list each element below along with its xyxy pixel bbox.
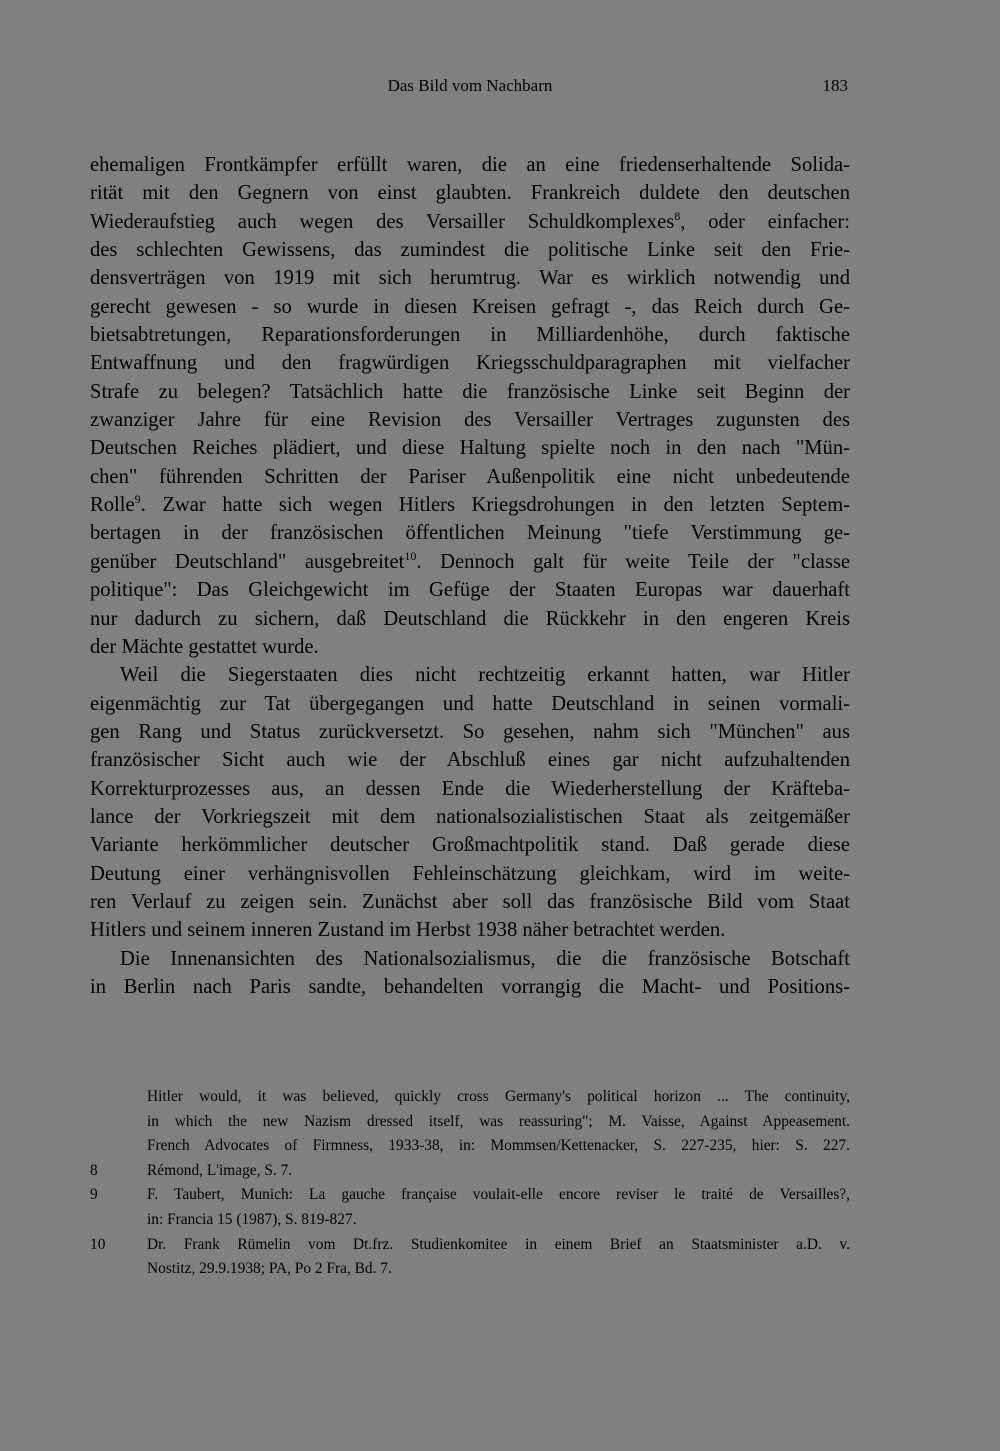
running-head (90, 76, 850, 104)
text-line-content: Deutschen Reiches plädiert, und diese Haltung spielte noch in den nach "Mün- (90, 437, 850, 460)
text-line-content: Strafe zu belegen? Tatsächlich hatte die französische Linke seit Beginn der (90, 380, 850, 403)
text-line (90, 519, 850, 547)
text-line-content: chen" führenden Schritten der Pariser Außenpolitik eine nicht unbedeutende (90, 465, 850, 488)
text-line-content: Wiederaufstieg auch wegen des Versailler Schuldkomplexes (90, 210, 675, 233)
text-line-content: densverträgen von 1919 mit sich herumtrug. War es wirklich notwendig und (90, 267, 850, 290)
text-line-content: Rolle (90, 494, 135, 517)
footnote-reference[interactable]: 8 (674, 208, 681, 223)
text-line (90, 434, 850, 462)
text-line-content: ehemaligen Frontkämpfer erfüllt waren, die an eine friedenserhaltende Solida- (90, 154, 850, 176)
footnote-line (90, 1208, 850, 1233)
text-line-content: gerecht gewesen - so wurde in diesen Kreisen gefragt -, das Reich durch Ge- (90, 295, 850, 318)
text-line (90, 633, 850, 661)
text-line (90, 236, 850, 264)
footnote-line (90, 1134, 850, 1159)
text-line-content: der Mächte gestattet wurde. (90, 635, 319, 658)
text-line-content: lance der Vorkriegszeit mit dem nationalsozialistischen Staat als zeitgemäßer (90, 805, 850, 828)
text-line (90, 548, 850, 576)
text-line (90, 321, 850, 349)
text-line-content: Korrekturprozesses aus, an dessen Ende die Wiederherstellung der Kräfteba- (90, 777, 850, 800)
text-line (90, 775, 850, 803)
text-line (90, 576, 850, 604)
footnote-line (90, 1159, 850, 1184)
text-line-continuation: . Dennoch galt für weite Teile der "classe (416, 550, 850, 573)
text-line-content: französischer Sicht auch wie der Abschluß eines gar nicht aufzuhaltenden (90, 749, 850, 772)
footnote-text: Nostitz, 29.9.1938; PA, Po 2 Fra, Bd. 7. (147, 1260, 392, 1278)
text-line-content: bietsabtretungen, Reparationsforderungen in Milliardenhöhe, durch faktische (90, 324, 850, 347)
footnote-text: French Advocates of Firmness, 1933-38, in: Mommsen/Kettenacker, S. 227-235, hier: S. 227. (147, 1137, 850, 1155)
body-text (90, 151, 850, 1001)
text-line (90, 860, 850, 888)
text-line-content: Die Innenansichten des Nationalsozialismus, die die französische Botschaft (120, 947, 850, 970)
running-title: Das Bild vom Nachbarn (387, 76, 553, 95)
text-line (90, 746, 850, 774)
page-number: 183 (822, 76, 848, 95)
text-line (90, 293, 850, 321)
footnote-line (90, 1110, 850, 1135)
text-line-content: eigenmächtig zur Tat übergegangen und hatte Deutschland in seinen vormali- (90, 692, 850, 715)
text-line (90, 406, 850, 434)
text-line-content: Hitlers und seinem inneren Zustand im Herbst 1938 näher betrachtet werden. (90, 919, 726, 942)
text-line-content: nur dadurch zu sichern, daß Deutschland die Rückkehr in den engeren Kreis (90, 607, 850, 630)
footnote-text: Rémond, L'image, S. 7. (147, 1161, 293, 1179)
text-line (90, 831, 850, 859)
footnote-reference[interactable]: 10 (404, 548, 417, 563)
text-line-content: Weil die Siegerstaaten dies nicht rechtzeitig erkannt hatten, war Hitler (120, 664, 850, 687)
text-line-continuation: . Zwar hatte sich wegen Hitlers Kriegsdrohungen in den letzten Septem- (140, 494, 850, 517)
text-line (90, 803, 850, 831)
footnote-text: in: Francia 15 (1987), S. 819-827. (147, 1210, 357, 1228)
text-line-content: Entwaffnung und den fragwürdigen Kriegsschuldparagraphen mit vielfacher (90, 352, 850, 375)
text-line (90, 179, 850, 207)
footnote-text: Dr. Frank Rümelin vom Dt.frz. Studienkomitee in einem Brief an Staatsminister a.D. v. (147, 1235, 850, 1253)
text-line-content: des schlechten Gewissens, das zumindest die politische Linke seit den Frie- (90, 239, 850, 262)
text-line-content: Deutung einer verhängnisvollen Fehleinschätzung gleichkam, wird im weite- (90, 862, 850, 885)
text-line-content: genüber Deutschland" ausgebreitet (90, 550, 405, 573)
text-line (90, 888, 850, 916)
text-line (90, 264, 850, 292)
footnote-reference[interactable]: 9 (134, 492, 141, 507)
footnote-line (90, 1257, 850, 1282)
text-line (90, 349, 850, 377)
text-line-content: Variante herkömmlicher deutscher Großmachtpolitik stand. Daß gerade diese (90, 834, 850, 857)
text-line (90, 378, 850, 406)
text-line (90, 690, 850, 718)
text-line (90, 718, 850, 746)
text-line (90, 605, 850, 633)
text-line (90, 973, 850, 1001)
footnote-line (90, 1085, 850, 1110)
text-line-content: zwanziger Jahre für eine Revision des Versailler Vertrages zugunsten des (90, 409, 850, 432)
footnote-number: 8 (90, 1161, 98, 1179)
text-line (90, 916, 850, 944)
text-line-content: ren Verlauf zu zeigen sein. Zunächst aber soll das französische Bild vom Staat (90, 890, 850, 913)
text-line (90, 945, 850, 973)
text-line-content: politique": Das Gleichgewicht im Gefüge der Staaten Europas war dauerhaft (90, 579, 850, 602)
footnote-text: F. Taubert, Munich: La gauche française voulait-elle encore reviser le traité de Versailles?, (147, 1186, 850, 1204)
footnote-number: 9 (90, 1186, 98, 1204)
footnote-line (90, 1233, 850, 1258)
text-line-content: bertagen in der französischen öffentlichen Meinung "tiefe Verstimmung ge- (90, 522, 850, 545)
text-line-content: in Berlin nach Paris sandte, behandelten vorrangig die Macht- und Positions- (90, 975, 850, 998)
text-line (90, 208, 850, 236)
text-line (90, 491, 850, 519)
footnote-number: 10 (90, 1235, 106, 1253)
text-line-content: rität mit den Gegnern von einst glaubten. Frankreich duldete den deutschen (90, 182, 850, 205)
text-line (90, 661, 850, 689)
text-line-content: gen Rang und Status zurückversetzt. So gesehen, nahm sich "München" aus (90, 720, 850, 743)
text-line (90, 463, 850, 491)
footnote-line (90, 1183, 850, 1208)
footnote-text: in which the new Nazism dressed itself, was reassuring"; M. Vaisse, Against Appeasement. (147, 1112, 850, 1130)
text-line (90, 151, 850, 179)
text-line-continuation: , oder einfacher: (680, 210, 850, 233)
footnotes (90, 1085, 850, 1282)
footnote-text: Hitler would, it was believed, quickly cross Germany's political horizon ... The continuity, (147, 1088, 850, 1105)
